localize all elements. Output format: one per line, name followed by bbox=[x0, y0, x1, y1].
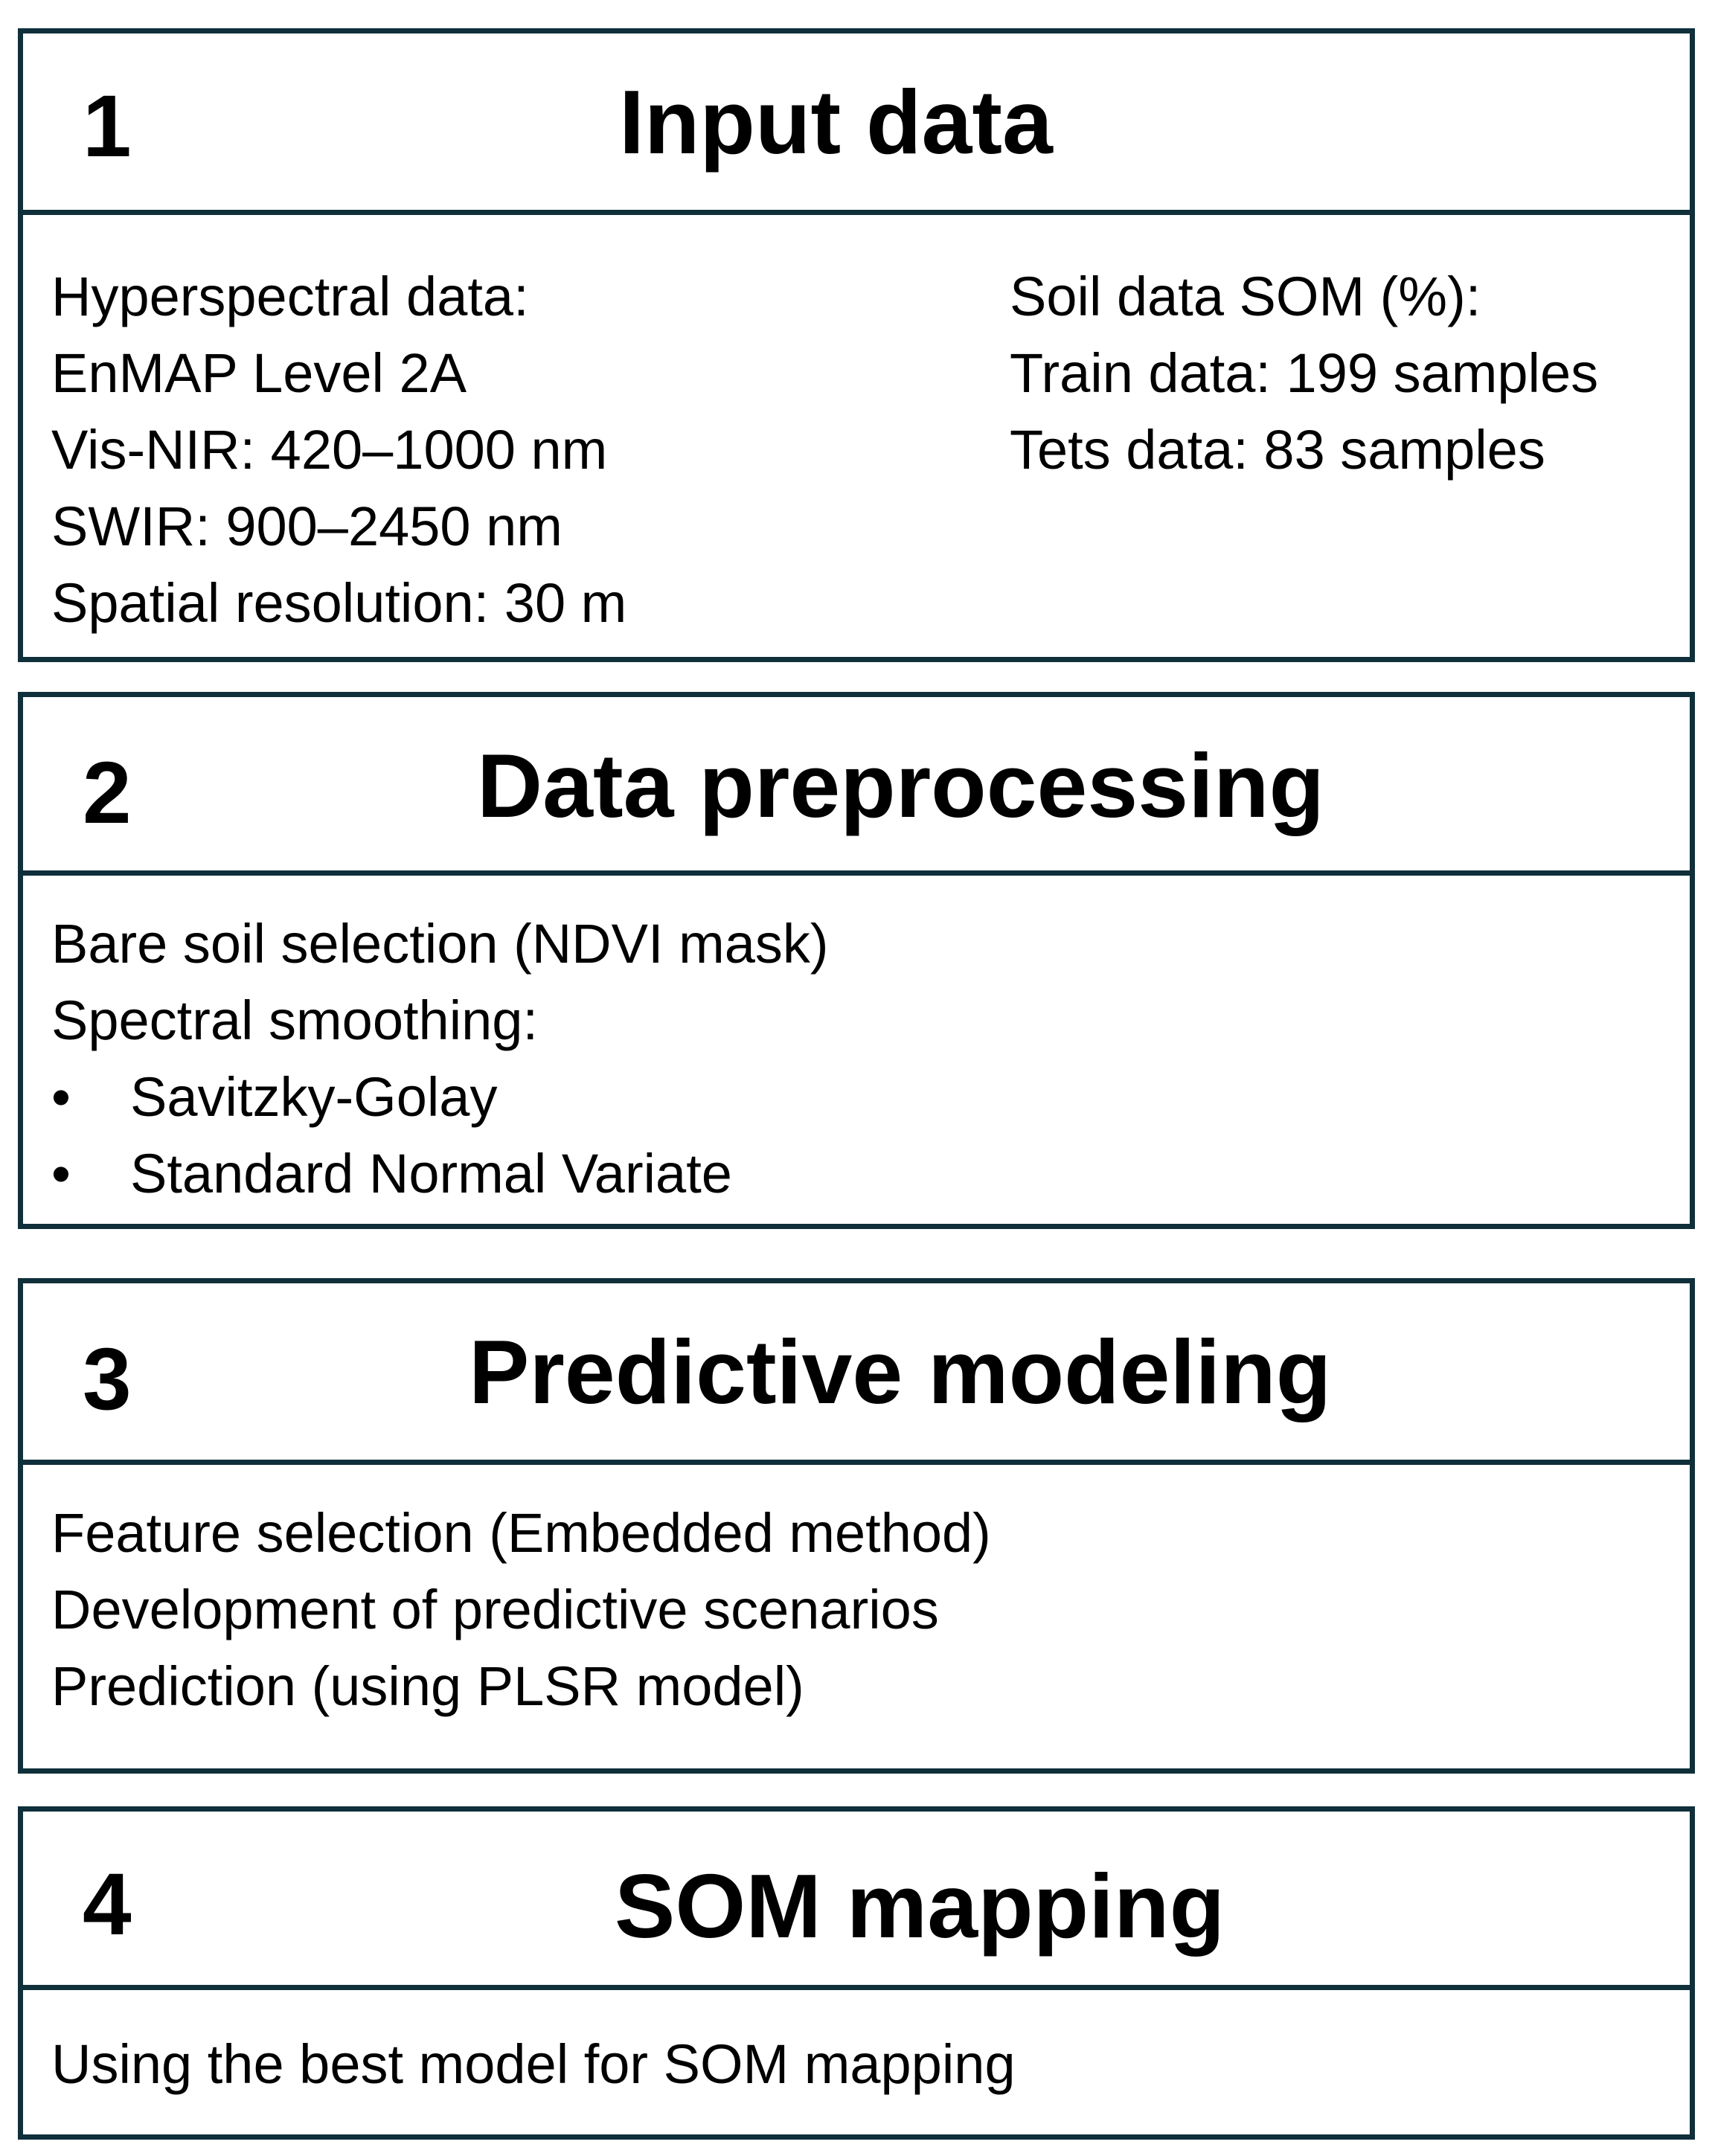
step-1-panel bbox=[18, 28, 1695, 662]
modeling-line: Development of predictive scenarios bbox=[51, 1579, 939, 1640]
step-4-panel bbox=[18, 1806, 1695, 2140]
step-3-title: Predictive modeling bbox=[469, 1321, 1332, 1422]
soil-data-line: Soil data SOM (%): bbox=[1010, 266, 1481, 327]
soil-data-line: Tets data: 83 samples bbox=[1010, 419, 1545, 481]
bullet-icon: • bbox=[51, 1066, 71, 1128]
hyperspectral-line: Spatial resolution: 30 m bbox=[51, 572, 627, 634]
step-1-title: Input data bbox=[619, 71, 1053, 173]
hyperspectral-line: SWIR: 900–2450 nm bbox=[51, 495, 562, 557]
bullet-text: Savitzky-Golay bbox=[130, 1066, 498, 1128]
step-2-body bbox=[23, 876, 1690, 1212]
step-3-number: 3 bbox=[83, 1330, 132, 1428]
step-2-panel bbox=[18, 692, 1695, 1229]
bullet-icon: • bbox=[51, 1143, 71, 1204]
soil-data-line: Train data: 199 samples bbox=[1010, 342, 1599, 404]
step-3-panel bbox=[18, 1278, 1695, 1774]
modeling-line: Prediction (using PLSR model) bbox=[51, 1655, 804, 1717]
modeling-line: Feature selection (Embedded method) bbox=[51, 1502, 991, 1564]
hyperspectral-line: Hyperspectral data: bbox=[51, 266, 529, 327]
step-2-header bbox=[23, 697, 1690, 876]
preprocessing-line: Spectral smoothing: bbox=[51, 989, 539, 1051]
step-1-body bbox=[23, 215, 1690, 641]
bullet-item bbox=[51, 1059, 1690, 1135]
hyperspectral-line: EnMAP Level 2A bbox=[51, 342, 467, 404]
step-2-number: 2 bbox=[83, 744, 132, 842]
soil-data-list bbox=[1010, 258, 1598, 488]
hyperspectral-line: Vis-NIR: 420–1000 nm bbox=[51, 419, 608, 481]
preprocessing-line: Bare soil selection (NDVI mask) bbox=[51, 913, 829, 975]
step-1-number: 1 bbox=[83, 77, 132, 176]
step-3-body bbox=[23, 1465, 1690, 1725]
step-4-number: 4 bbox=[83, 1855, 132, 1954]
step-4-title: SOM mapping bbox=[615, 1855, 1225, 1957]
mapping-line: Using the best model for SOM mapping bbox=[51, 2033, 1016, 2095]
step-4-header bbox=[23, 1812, 1690, 1990]
bullet-item bbox=[51, 1135, 1690, 1212]
step-3-header bbox=[23, 1283, 1690, 1465]
step-2-title: Data preprocessing bbox=[477, 735, 1325, 836]
step-1-header bbox=[23, 33, 1690, 215]
bullet-text: Standard Normal Variate bbox=[130, 1143, 732, 1204]
step-4-body bbox=[23, 1990, 1690, 2102]
